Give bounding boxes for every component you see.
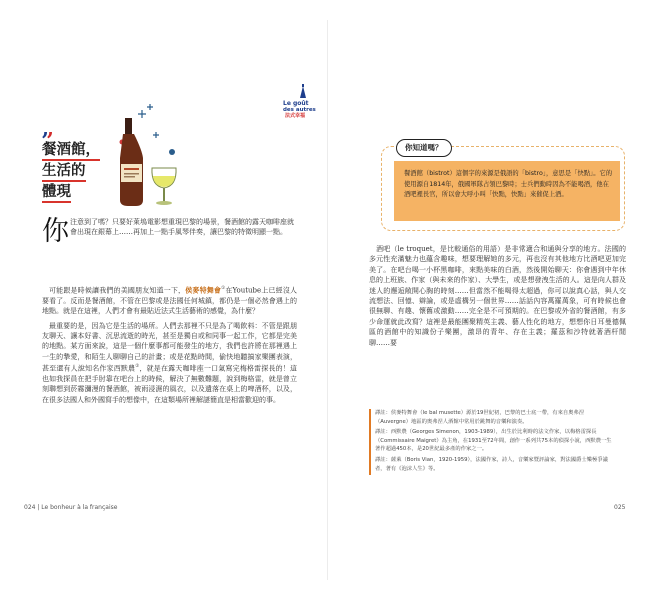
left-page xyxy=(0,0,327,609)
page-footer-left: 024 | Le bonheur à la française xyxy=(24,504,118,511)
logo-text-1: Le goût xyxy=(283,100,309,107)
paragraph-text: 在Youtube上已經沒人要看了。反而是餐酒館，不管在巴黎或是法國任何城鎮，都仍是一個必然會遇上的地點。就是在這裡，人們才會有最貼近法式生活藝術的感覺，為什麼？ xyxy=(42,286,298,316)
did-you-know-box xyxy=(381,143,625,231)
title-line-3: 體現 xyxy=(42,183,71,203)
paragraph-text: 可能跟是時候讓我們的美國朋友知道一下， xyxy=(49,286,186,295)
right-body-text xyxy=(369,244,626,348)
did-you-know-tag: 你知道嗎？ xyxy=(396,139,452,157)
paragraph-text: 最重要的是，因為它是生活的場所。人們去那裡不只是為了喝飲料：不管是跟朋友聊天、讓本好書、沉思流逝的時光，甚至是獨自或和同事一起工作，它都是完美的地點。某方面來說，這是一個什麼事都可能發生的地方，我們也許將在那裡遇上一生的摯愛，和陌生人聊聊自己的計畫；或是花點時間，偷快地聽搞家樂團表演，甚至還有人說知名作家西默農 xyxy=(42,321,297,373)
footnotes xyxy=(369,409,615,475)
footnote: 譯註：西默農（Georges Simenon，1903-1989），出生於比利時的法文作家，以梅格雷探長（Commissaire Maigret）為主角，在1931至72年間，創作一系列共75本的偵探小說，西默農一生著作超過450本，是20世紀最多產的作家之一。 xyxy=(375,429,612,453)
book-logo-icon xyxy=(283,84,319,118)
wine-bottle-illustration xyxy=(112,102,188,214)
paragraph: 可能跟是時候讓我們的美國朋友知道一下，侯麥特舞會①在Youtube上已經沒人要看了。反而是餐酒館，不管在巴黎或是法國任何城鎮，都仍是一個必然會遇上的地點。就是在這裡，人們才會有最貼近法式生活藝術的感覺，為什麼？ xyxy=(42,285,298,316)
title-line-2: 生活的 xyxy=(42,162,86,182)
page-footer-right: 025 xyxy=(614,504,626,511)
footnote: 譯註：薩萊（Boris Vian，1920-1959），法國作家，詩人，音樂家暨評論家，對法國爵士樂極爭議者，著有《泡沫人生》等。 xyxy=(375,456,608,472)
bottle-icon xyxy=(120,118,143,206)
chapter-title xyxy=(42,140,122,203)
drop-cap: 你 xyxy=(42,216,69,247)
left-body-text xyxy=(42,284,297,409)
wine-glass-icon xyxy=(152,168,176,205)
paragraph-text: ，就是在露天咖啡座一口氣寫完梅格雷探長的！這也如我探員在把手肘靠在吧台上的時候，解決了無數難題，說到梅格雷，就是曾立刻聯想到菸霧瀰漫的餐酒館，被雨浸濕的風衣，以及遺落在桌上的啤酒杯，以及，在很多法國人和外國寫手的想像中，在這類場所裡解謎簡直是相當歡迎的事。 xyxy=(42,364,298,404)
title-line-1: 餐酒館， xyxy=(42,141,100,161)
did-you-know-text: 餐酒館（bistrot）這個字的來源是俄語的「bistro」，意思是「快點」。它的使用源自1814年，俄國軍隊占領巴黎時；士兵們動時因為不能喝酒，他在酒吧裡長官，所以會大呼小叫「快點，快點」來催促上酒。 xyxy=(404,170,613,199)
paragraph: 酒吧（le troquet，是比較通俗的用語）是非常適合和通與分享的地方。法國的多元性充滿魅力也蘊含趣味，想要理解她的多元，再也沒有其他地方比酒吧更加完美了。在吧台喝一小杯黑咖啡，來點美味的白酒，然後開始聊天：你會遇到中年休息的上班族、作家（與未來的作家）、大學生，或是想發洩生活的人。這是向人群及迷人的邂逅敞開心胸的時刻……但當然不能喝得太超過，你可以說真心話，與人交流想法、回憶、辯論，或是虛構另一個世界……話話內容萬羅萬象，可有時候也會很無聊、有趣、懷舊或激動……完全是不可預期的。在巴黎或外省的餐酒館，有多少命運就此改寫？這裡是最能團聚精英主義、藝人性化的地方，想想你日耳曼德佩區的酒館中的知識份子樂團，激昂的青年、存在主義；羅茲和沙特就著酒杆閒聊……要 xyxy=(369,245,626,347)
highlighted-term: 侯麥特舞會 xyxy=(185,285,222,295)
paragraph: 最重要的是，因為它是生活的場所。人們去那裡不只是為了喝飲料：不管是跟朋友聊天、讓本好書、沉思流逝的時光，甚至是獨自或和同事一起工作，它都是完美的地點。某方面來說，這是一個什麼事都可能發生的地方，我們也許將在那裡遇上一生的摯愛，和陌生人聊聊自己的計畫；或是花點時間，偷快地聽搞家樂團表演，甚至還有人說知名作家西默農②，就是在露天咖啡座一口氣寫完梅格雷探長的！這也如我探員在把手肘靠在吧台上的時候，解決了無數難題，說到梅格雷，就是曾立刻聯想到菸霧瀰漫的餐酒館，被雨浸濕的風衣，以及遺落在桌上的啤酒杯，以及，在很多法國人和外國寫手的想像中，在這類場所裡解謎簡直是相當歡迎的事。 xyxy=(42,321,298,404)
intro-paragraph: 注意到了嗎？只要好萊塢電影想重現巴黎的場景，餐酒館的露天咖啡座就會出現在銀幕上……再加上一點手風琴伴奏，讓巴黎的特徵明顯一點。 xyxy=(70,218,294,237)
quote-mark: ,, xyxy=(42,116,52,140)
logo-text-3: 法式幸福 xyxy=(285,113,306,118)
logo-text-2: des autres xyxy=(283,107,316,113)
footnote: 譯註：侯麥特舞會（le bal musette）源於19世紀初，巴黎的巴士底一帶，有來自奧弗涅（Auvergne）地區的奧弗涅人酒館中常用於跳舞的音樂和演奏。 xyxy=(375,410,585,425)
